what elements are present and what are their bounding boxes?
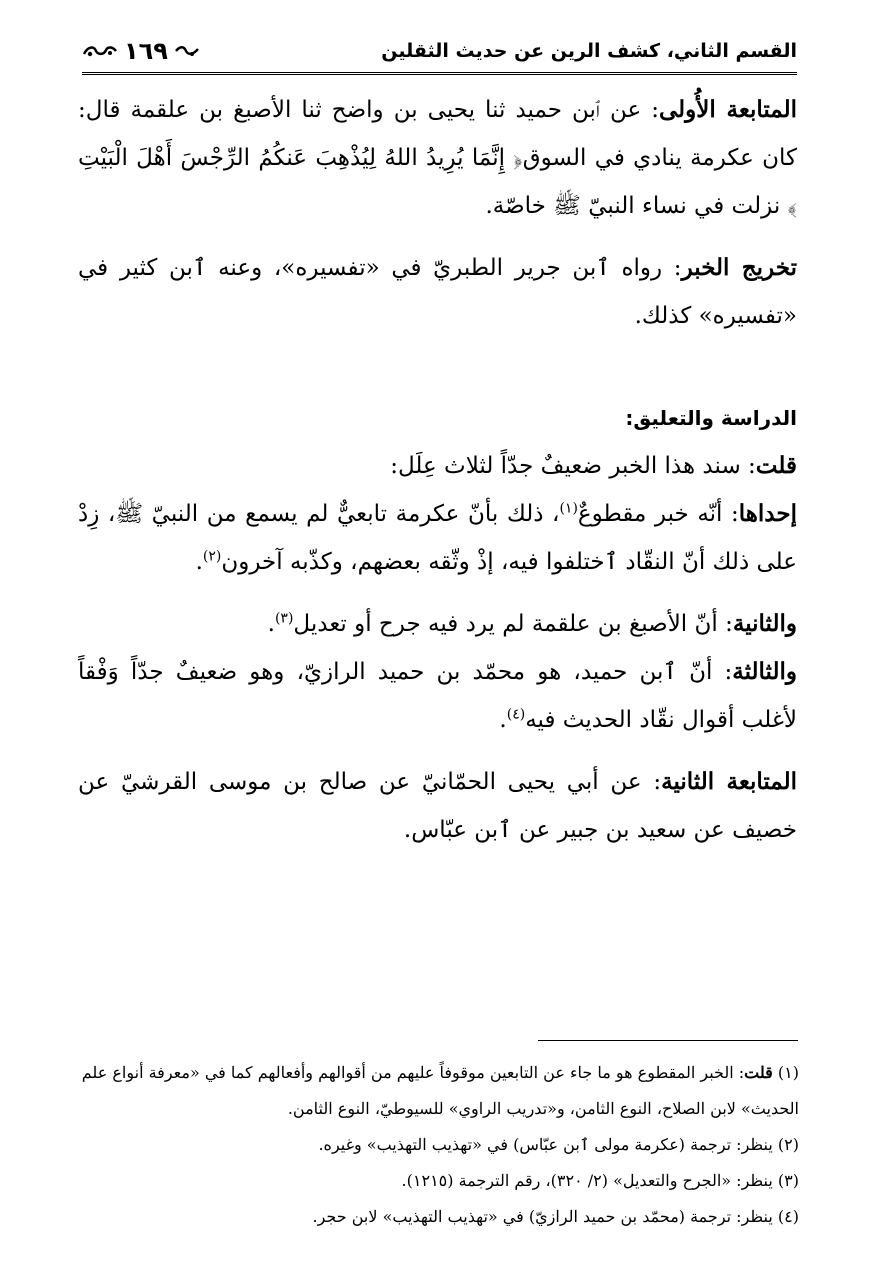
footnote-2 [78, 1127, 799, 1163]
footnote-ref[interactable]: (١) [559, 500, 578, 517]
footnote-text: : الخبر المقطوع هو ما جاء عن التابعين موقوفاً عليهم من أقوالهم وأفعالهم كما في «معرفة أنواع علم الحديث» لابن الصلاح، النوع الثامن، و«تدريب الراوي» للسيوطيّ، النوع الثامن. [81, 1063, 799, 1118]
main-text [78, 86, 797, 854]
paragraph-text: : أنّ ٱبن حميد، هو محمّد بن حميد الرازيّ، وهو ضعيفٌ جدّاً وَفْقاً لأغلب أقوال نقّاد الحديث فيه [78, 659, 797, 733]
footnote-3 [78, 1163, 799, 1199]
paragraph-lead: المتابعة الثانية [661, 768, 798, 795]
footnote-number: (٣) [777, 1171, 799, 1190]
footnote-4 [78, 1199, 799, 1235]
paragraph-lead: والثانية [732, 610, 797, 637]
paragraph-third-defect [78, 648, 797, 744]
footnote-text: ينظر: «الجرح والتعديل» (٢/ ٣٢٠)، رقم الترجمة (١٢١٥). [401, 1171, 773, 1190]
page-number: ١٦٩ [124, 37, 168, 65]
paragraph-text: : سند هذا الخبر ضعيفٌ جدّاً لثلاث عِلَل: [390, 453, 756, 479]
paragraph-first-defect [78, 490, 797, 586]
paragraph-end: . [195, 549, 203, 575]
paragraph-text: : أنّ الأصبغ بن علقمة لم يرد فيه جرح أو تعديل [293, 611, 733, 637]
footnote-number: (١) [777, 1063, 799, 1082]
running-title: القسم الثاني، كشف الرين عن حديث الثقلين [381, 40, 797, 62]
paragraph-first-follow-up [78, 86, 797, 230]
footnote-number: (٤) [777, 1207, 799, 1226]
paragraph-text: نزلت في نساء النبيّ ﷺ خاصّة. [485, 193, 788, 219]
paragraph-text: : رواه ٱبن جرير الطبريّ في «تفسيره»، وعنه ٱبن كثير في «تفسيره» كذلك. [78, 255, 797, 329]
section-heading [78, 394, 797, 442]
footnote-lead: قلت [744, 1063, 773, 1082]
quran-verse: ﴿ إِنَّمَا يُرِيدُ اللهُ لِيُذْهِبَ عَنكُمُ الرِّجْسَ أَهْلَ الْبَيْتِ ﴾ [78, 145, 797, 219]
paragraph-takhrij [78, 244, 797, 340]
running-header [82, 30, 797, 75]
paragraph-text: ، ذلك بأنّ عكرمة تابعيٌّ لم يسمع من النبيّ ﷺ، زِدْ على ذلك أنّ النقّاد ٱختلفوا فيه، إذْ وثّقه بعضهم، وكذّبه آخرون [78, 501, 797, 575]
footnote-number: (٢) [777, 1135, 799, 1154]
paragraph-qultu [78, 442, 797, 490]
paragraph-text: : أنّه خبر مقطوعٌ [577, 501, 739, 527]
footnote-text: ينظر: ترجمة (عكرمة مولى ٱبن عبّاس) في «تهذيب التهذيب» وغيره. [318, 1135, 773, 1154]
paragraph-second-follow-up [78, 758, 797, 854]
paragraph-lead: تخريج الخبر [681, 254, 797, 281]
paragraph-text: : عن ٱبن حميد ثنا يحيى بن واضح ثنا الأصبغ بن علقمة قال: كان عكرمة ينادي في السوق [78, 97, 797, 171]
paragraph-end: . [499, 707, 507, 733]
paragraph-lead: والثالثة [732, 658, 797, 685]
left-flourish-icon [82, 43, 118, 59]
paragraph-lead: المتابعة الأُولى [658, 96, 797, 123]
paragraph-text: : عن أبي يحيى الحمّانيّ عن صالح بن موسى القرشيّ عن خصيف عن سعيد بن جبير عن ٱبن عبّاس. [78, 769, 797, 843]
footnote-divider [538, 1040, 798, 1041]
footnote-ref[interactable]: (٤) [506, 706, 526, 723]
section-heading-text: الدراسة والتعليق: [625, 406, 797, 430]
paragraph-second-defect [78, 600, 797, 648]
footnote-ref[interactable]: (٣) [274, 610, 294, 627]
paragraph-lead: قلت [755, 452, 797, 479]
paragraph-lead: إحداها [738, 500, 797, 527]
footnote-text: ينظر: ترجمة (محمّد بن حميد الرازيّ) في «تهذيب التهذيب» لابن حجر. [312, 1207, 773, 1226]
paragraph-end: . [267, 611, 275, 637]
page-number-ornament [82, 37, 200, 65]
footnotes [78, 1055, 799, 1235]
right-flourish-icon [174, 43, 200, 59]
footnote-1 [78, 1055, 799, 1127]
footnote-ref[interactable]: (٢) [202, 548, 222, 565]
